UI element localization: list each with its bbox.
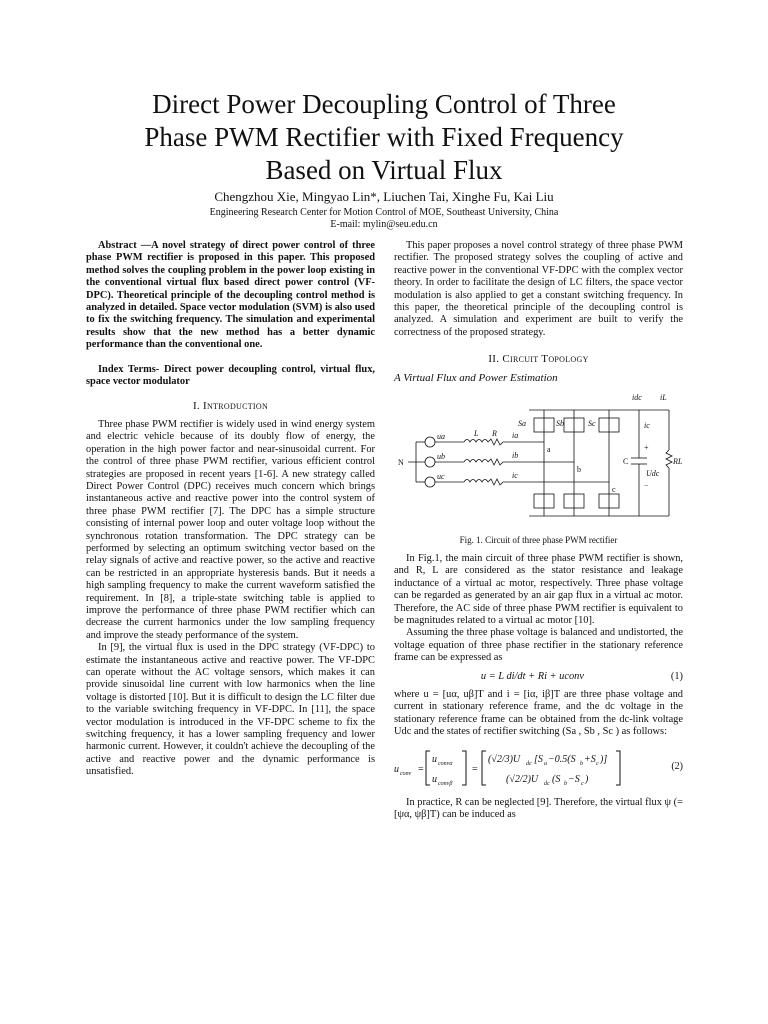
right-paragraph-2: In Fig.1, the main circuit of three phase PWM rectifier is shown, and R, L are considered as the stator resistance and leakage inductance of a virtual ac motor, respectively. Three phase voltage can be regarded as generated by an air gap flux in a virtual ac motor. Therefore, the AC side of three phase PWM rectifier is equivalent to be magnitudes related to a virtual ac motor [10].: [394, 552, 683, 626]
svg-text:u: u: [432, 753, 437, 765]
svg-text:b: b: [564, 780, 567, 787]
intro-paragraph-2: In [9], the virtual flux is used in the DPC strategy (VF-DPC) to estimate the instantaneous active and reactive power. The VF-DPC can operate without the AC voltage sensors, which makes it can provide sinusoidal line current with low harmonics when the line voltage is distorted [10]. But it is difficult to design the LC filter due to the variable switching frequency in VF-DPC. In [11], the space vector modulation is introduced in the VF-DPC scheme to fix the switching frequency, it has a lower sampling frequency and lower harmonic current. However, it couldn't achieve the decoupling of the active and reactive power and the dynamic performance is unsatisfied.: [86, 642, 375, 778]
subsection-heading-a: A Virtual Flux and Power Estimation: [394, 371, 558, 384]
right-paragraph-4: where u = [uα, uβ]T and i = [iα, iβ]T are three phase voltage and current in stationary reference frame, and the dc voltage in the stationary reference frame can be obtained from the dc-link voltage Udc and the states of rectifier switching (Sa , Sb , Sc ) as follows:: [394, 688, 683, 738]
svg-text:u: u: [394, 763, 399, 775]
right-paragraph-3: Assuming the three phase voltage is balanced and undistorted, the voltage equation of three phase rectifier in the stationary reference frame can be expressed as: [394, 627, 683, 664]
right-column: [394, 240, 683, 821]
label-ib: ib: [512, 451, 519, 461]
svg-text:−S: −S: [568, 773, 580, 785]
label-minus: −: [644, 481, 649, 491]
svg-text:(√2/3)U: (√2/3)U: [488, 753, 521, 765]
email: E-mail: mylin@seu.edu.cn: [330, 219, 438, 230]
label-N: N: [398, 458, 404, 468]
label-Sc: Sc: [588, 419, 596, 429]
circuit-diagram: [394, 388, 683, 528]
svg-text:conv: conv: [400, 770, 412, 777]
title-line-1: Direct Power Decoupling Control of Three: [152, 89, 616, 119]
svg-text:): ): [585, 773, 589, 785]
left-column: [86, 240, 375, 779]
intro-paragraph-1: Three phase PWM rectifier is widely used in wind energy system and electric vehicle because of its doubly flow of energy, the operation in the high power factor and near-sinusoidal current. For the control of three phase PWM rectifier, various efficient control strategies are proposed in recent years [1-6]. A new strategy called Direct Power Control (DPC) receives much concern which brings instantaneous active and reactive power into the control system of three phase PWM rectifier [7]. The DPC has a simple structure consisting of internal power loop and outer voltage loop without the synchronous rotation transformation. The DPC strategy can be performed by selecting an optimum switching vector based on the relay signals of active and reactive power, so the active and reactive can be restricted in an appropriate hysteresis bands. But it needs a high sampling frequency to make the current waveform satisfied the requirement. In [8], a triple-state switching table is applied to improve the performance of three phase PWM rectifier which can decrease the current harmonics under the low sampling frequency and improve the steady performance of the system.: [86, 418, 375, 641]
equation-2-number: (2): [671, 761, 683, 773]
title-line-2: Phase PWM Rectifier with Fixed Frequency: [144, 122, 624, 152]
label-RL: RL: [673, 457, 683, 467]
figure-caption: Fig. 1. Circuit of three phase PWM rectifier: [459, 535, 618, 546]
label-a: a: [547, 445, 551, 455]
svg-text:−0.5(S: −0.5(S: [548, 753, 576, 765]
svg-text:=: =: [472, 763, 478, 775]
svg-text:b: b: [580, 760, 583, 767]
svg-text:+S: +S: [584, 753, 596, 765]
index-terms: Index Terms- Direct power decoupling control, virtual flux, space vector modulator: [86, 363, 375, 388]
abstract: Abstract —A novel strategy of direct power control of three phase PWM rectifier is proposed in this paper. This proposed method solves the coupling problem in the power loop existing in the conventional virtual flux based direct power control (VF-DPC). Theoretical principle of the decoupling control method is analyzed in detailed. Space vector modulation (SVM) is also used to fix the switching frequency. The simulation and experimental results show that the new method has a better dynamic performance than the conventional one.: [86, 240, 375, 351]
label-L: L: [474, 429, 479, 439]
title-line-3: Based on Virtual Flux: [265, 155, 503, 185]
affiliation: Engineering Research Center for Motion Control of MOE, Southeast University, China: [209, 207, 559, 218]
svg-text:convα: convα: [438, 760, 453, 767]
label-Sa: Sa: [518, 419, 526, 429]
label-ub: ub: [437, 452, 445, 462]
svg-text:c: c: [581, 780, 584, 787]
right-paragraph-1: This paper proposes a novel control strategy of three phase PWM rectifier. The proposed strategy solves the coupling of active and reactive power in the conventional VF-DPC with the complex vector theory. In order to facilitate the design of LC filters, the space vector modulation is also applied to get a constant switching frequency. In this paper, the theoretical principle of the decoupling control is analyzed. A simulation and experiment are built to verify the correctness of the proposed strategy.: [394, 240, 683, 338]
label-ia: ia: [512, 431, 519, 441]
svg-text:)]: )]: [600, 753, 608, 765]
svg-text:(√2/2)U: (√2/2)U: [506, 773, 539, 785]
label-b: b: [577, 465, 581, 475]
equation-1-number: (1): [670, 670, 683, 682]
label-uc: uc: [437, 472, 445, 482]
right-paragraph-5: In practice, R can be neglected [9]. Therefore, the virtual flux ψ (=[ψα, ψβ]T) can be induced as: [394, 796, 683, 820]
label-c: c: [612, 485, 616, 495]
label-ic-cap: ic: [644, 421, 650, 431]
section-heading-circuit-topology: II. Circuit Topology: [488, 353, 589, 366]
svg-text:dc: dc: [544, 780, 550, 787]
svg-text:[S: [S: [534, 753, 543, 765]
label-idc: idc: [632, 393, 642, 403]
label-Udc: Udc: [646, 469, 660, 479]
svg-text:dc: dc: [526, 760, 532, 767]
svg-text:=: =: [418, 763, 424, 775]
label-ua: ua: [437, 432, 445, 442]
label-C: C: [623, 457, 629, 467]
label-R: R: [492, 429, 497, 439]
svg-text:a: a: [544, 760, 547, 767]
label-iL: iL: [660, 393, 667, 403]
equation-1: [394, 671, 683, 683]
label-ic: ic: [512, 471, 518, 481]
label-plus: +: [644, 443, 649, 453]
equation-2: [394, 745, 683, 791]
equation-1-body: u = L di/dt + Ri + uconv: [480, 670, 584, 682]
label-Sb: Sb: [556, 419, 564, 429]
svg-text:convβ: convβ: [438, 780, 453, 787]
author-list: Chengzhou Xie, Mingyao Lin*, Liuchen Tai, Xinghe Fu, Kai Liu: [214, 189, 554, 204]
svg-text:u: u: [432, 773, 437, 785]
svg-text:(S: (S: [552, 773, 561, 785]
equation-2-matrix: [394, 745, 644, 791]
paper-title: [40, 88, 728, 187]
svg-text:c: c: [596, 760, 599, 767]
section-heading-introduction: I. Introduction: [192, 400, 269, 413]
